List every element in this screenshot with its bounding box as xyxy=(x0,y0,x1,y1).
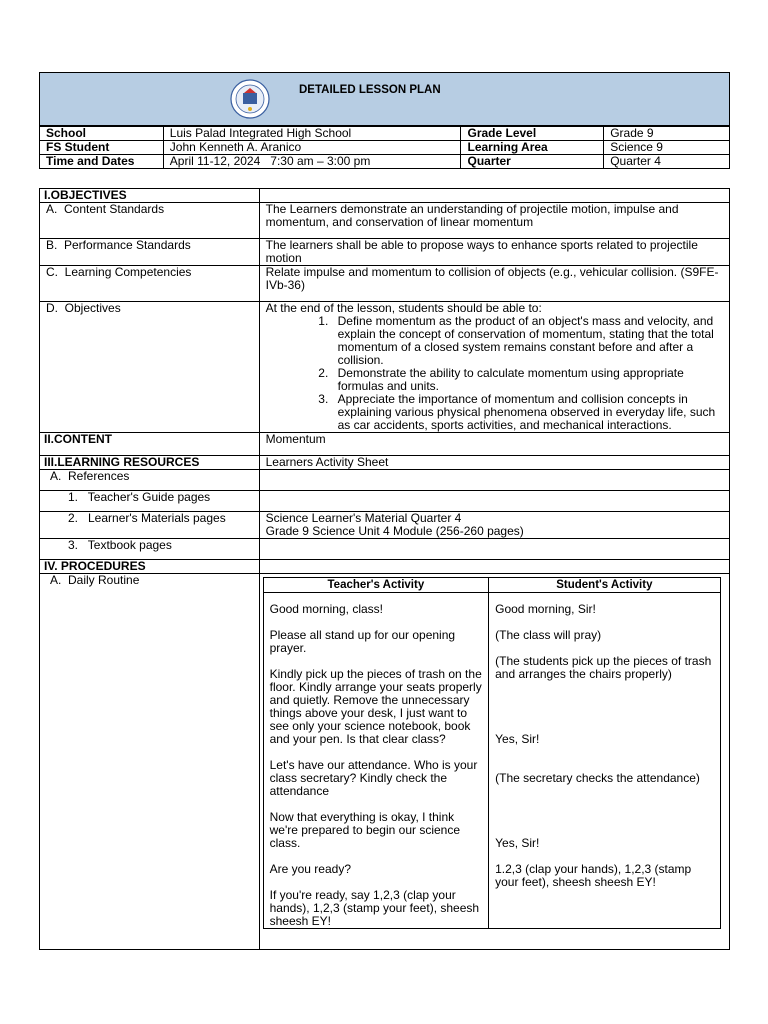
content-standards-value: The Learners demonstrate an understanding of projectile motion, impulse and momentum, and conservation of linear momentum xyxy=(259,203,729,239)
student-line: (The secretary checks the attendance) xyxy=(495,771,700,785)
learners-materials-label: 2. Learner's Materials pages xyxy=(40,512,260,539)
student-line: (The class will pray) xyxy=(495,628,602,642)
info-label: Learning Area xyxy=(461,141,604,155)
info-label: Time and Dates xyxy=(40,155,164,169)
info-label: Grade Level xyxy=(461,127,604,141)
info-row-time xyxy=(40,155,730,169)
info-label: Quarter xyxy=(461,155,604,169)
objective-item: 2. Demonstrate the ability to calculate momentum using appropriate formulas and units. xyxy=(332,367,725,393)
teacher-line: Now that everything is okay, I think we're prepared to begin our science class. xyxy=(269,810,461,850)
learning-competencies-value: Relate impulse and momentum to collision of objects (e.g., vehicular collision. (S9FE-IVb-36) xyxy=(259,266,729,302)
performance-standards-value: The learners shall be able to propose ways to enhance sports related to projectile motion xyxy=(259,239,729,266)
student-activity-column xyxy=(489,593,720,929)
objectives-heading: I.OBJECTIVES xyxy=(40,189,260,203)
objectives-label: D. Objectives xyxy=(40,302,260,433)
info-value: Science 9 xyxy=(604,141,730,155)
info-row-student xyxy=(40,141,730,155)
learning-competencies-label: C. Learning Competencies xyxy=(40,266,260,302)
info-value: Grade 9 xyxy=(604,127,730,141)
references-label: A. References xyxy=(40,470,260,491)
learners-materials-value xyxy=(259,512,729,539)
content-heading: II.CONTENT xyxy=(40,433,260,456)
student-activity-header: Student's Activity xyxy=(489,578,720,593)
objectives-intro: At the end of the lesson, students should be able to: xyxy=(265,301,542,315)
learners-materials-line: Science Learner's Material Quarter 4 xyxy=(265,511,462,525)
info-label: School xyxy=(40,127,164,141)
performance-standards-label: B. Performance Standards xyxy=(40,239,260,266)
teacher-line: Are you ready? xyxy=(269,862,351,876)
teachers-guide-label: 1. Teacher's Guide pages xyxy=(40,491,260,512)
resources-value: Learners Activity Sheet xyxy=(259,456,729,470)
objective-item: 3. Appreciate the importance of momentum and collision concepts in explaining various physical phenomena observed in everyday life, such as car accidents, sports activities, and mechanical interactions. xyxy=(332,393,725,432)
student-line: Yes, Sir! xyxy=(495,732,540,746)
objectives-list xyxy=(266,315,725,432)
teacher-line: Let's have our attendance. Who is your class secretary? Kindly check the attendance xyxy=(269,758,478,798)
lesson-plan-table xyxy=(39,188,730,950)
info-row-school xyxy=(40,127,730,141)
info-table xyxy=(39,126,730,169)
objectives-value xyxy=(259,302,729,433)
content-value: Momentum xyxy=(259,433,729,456)
info-value: John Kenneth A. Aranico xyxy=(163,141,461,155)
objective-item: 1. Define momentum as the product of an object's mass and velocity, and explain the concept of conservation of momentum, stating that the total momentum of a closed system remains constant before and after a collision. xyxy=(332,315,725,367)
student-line: (The students pick up the pieces of trash and arranges the chairs properly) xyxy=(495,654,712,681)
teacher-line: Please all stand up for our opening prayer. xyxy=(269,628,456,655)
content-standards-label: A. Content Standards xyxy=(40,203,260,239)
student-line: Good morning, Sir! xyxy=(495,602,596,616)
resources-heading: III.LEARNING RESOURCES xyxy=(40,456,260,470)
daily-routine-label: A. Daily Routine xyxy=(40,574,260,950)
deped-seal-icon xyxy=(230,79,270,119)
teacher-activity-column xyxy=(263,593,489,929)
teacher-line: Kindly pick up the pieces of trash on the floor. Kindly arrange your seats properly and quietly. Remove the unnecessary things above your desk, I just want to see only your science notebook, book and your pen. Is that clear class? xyxy=(269,667,482,746)
learners-materials-line: Grade 9 Science Unit 4 Module (256-260 pages) xyxy=(265,524,524,538)
info-label: FS Student xyxy=(40,141,164,155)
info-value: April 11-12, 2024 7:30 am – 3:00 pm xyxy=(163,155,461,169)
activity-table xyxy=(263,577,721,929)
info-value: Luis Palad Integrated High School xyxy=(163,127,461,141)
textbook-label: 3. Textbook pages xyxy=(40,539,260,560)
teacher-activity-header: Teacher's Activity xyxy=(263,578,489,593)
student-line: Yes, Sir! xyxy=(495,836,540,850)
header-banner xyxy=(39,72,730,126)
teacher-line: If you're ready, say 1,2,3 (clap your hands), 1,2,3 (stamp your feet), sheesh sheesh EY! xyxy=(269,888,480,928)
procedures-heading: IV. PROCEDURES xyxy=(40,560,260,574)
document-title: DETAILED LESSON PLAN xyxy=(299,84,441,96)
info-value: Quarter 4 xyxy=(604,155,730,169)
student-line: 1.2,3 (clap your hands), 1,2,3 (stamp your feet), sheesh sheesh EY! xyxy=(495,862,692,889)
teacher-line: Good morning, class! xyxy=(269,602,383,616)
